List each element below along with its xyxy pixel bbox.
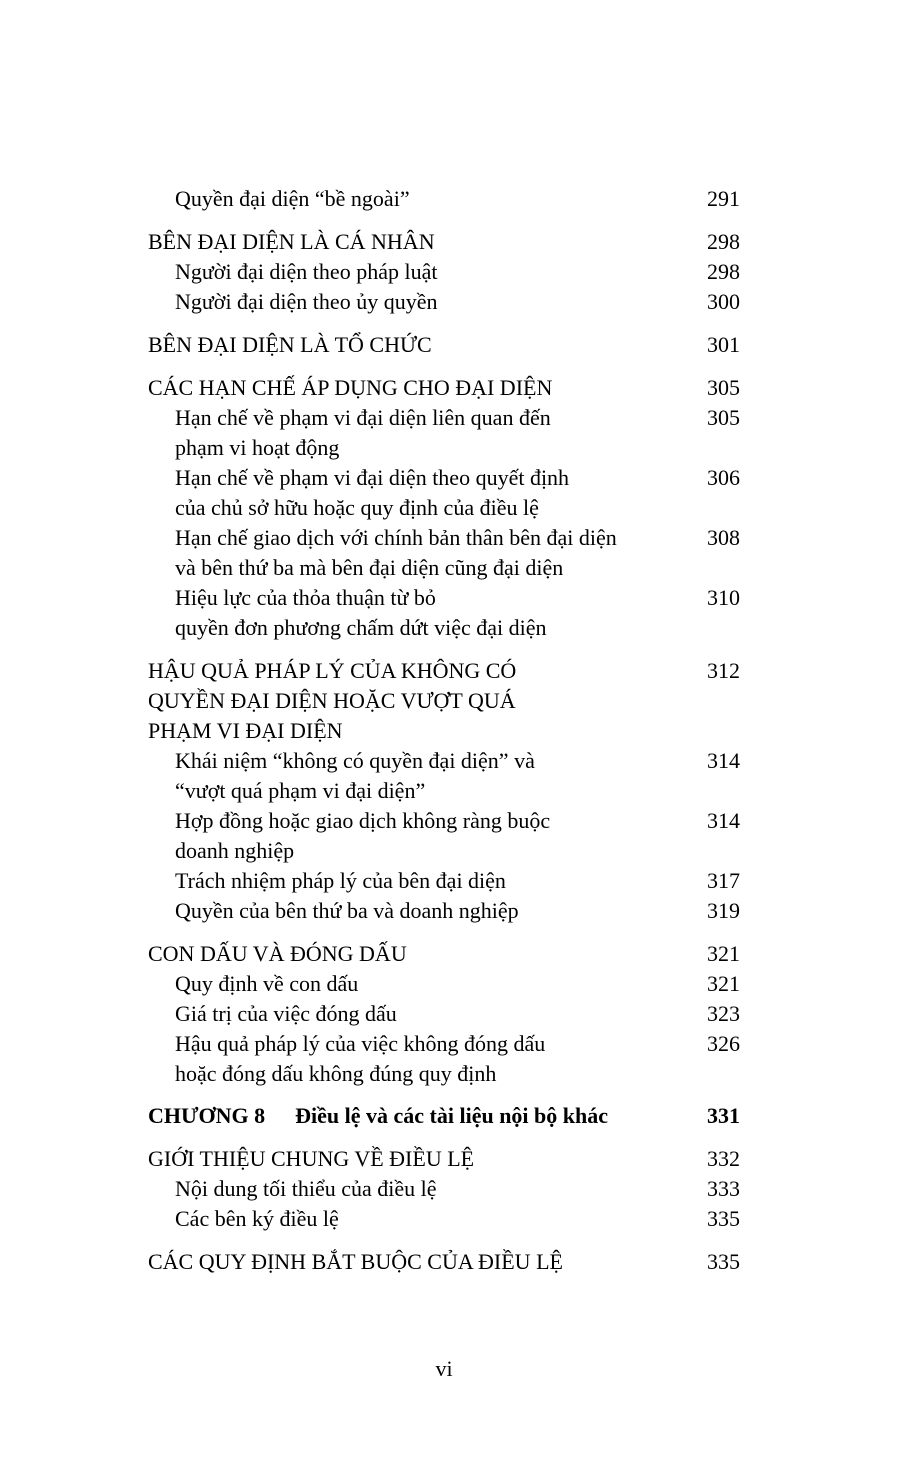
toc-entry-text (148, 1204, 682, 1234)
toc-entry-line: và bên thứ ba mà bên đại diện cũng đại diện (175, 555, 564, 580)
toc-page-number: 321 (707, 971, 740, 996)
toc-entry (148, 184, 740, 214)
toc-entry-line: HẬU QUẢ PHÁP LÝ CỦA KHÔNG CÓ (148, 658, 517, 683)
toc-entry-line: BÊN ĐẠI DIỆN LÀ CÁ NHÂN (148, 229, 435, 254)
toc-entry-line: PHẠM VI ĐẠI DIỆN (148, 718, 343, 743)
footer-page-number: vi (435, 1356, 453, 1381)
toc-page-number: 317 (707, 868, 740, 893)
toc-page-number: 291 (707, 186, 740, 211)
toc-entry-text (148, 287, 682, 317)
toc-page-number: 310 (707, 585, 740, 610)
toc-entry (148, 866, 740, 896)
toc-entry-text (148, 184, 682, 214)
toc-entry-line: quyền đơn phương chấm dứt việc đại diện (175, 615, 547, 640)
toc-page-number: 335 (707, 1249, 740, 1274)
toc-page-number: 323 (707, 1001, 740, 1026)
toc-page-number: 333 (707, 1176, 740, 1201)
toc-entry-line: Nội dung tối thiểu của điều lệ (175, 1176, 437, 1201)
toc-entry-text (148, 227, 682, 257)
toc-entry (148, 896, 740, 926)
toc-entry (148, 656, 740, 746)
table-of-contents (148, 184, 740, 1277)
toc-page-number: 321 (707, 941, 740, 966)
toc-entry-line: Hợp đồng hoặc giao dịch không ràng buộc (175, 808, 551, 833)
toc-entry-line: hoặc đóng dấu không đúng quy định (175, 1061, 497, 1086)
toc-entry (148, 403, 740, 463)
toc-entry (148, 583, 740, 643)
toc-page-number: 301 (707, 332, 740, 357)
toc-entry-line: của chủ sở hữu hoặc quy định của điều lệ (175, 495, 539, 520)
toc-entry-text (148, 463, 682, 523)
toc-entry-text (148, 1029, 682, 1089)
toc-entry-line: CÁC QUY ĐỊNH BẮT BUỘC CỦA ĐIỀU LỆ (148, 1249, 563, 1274)
toc-entry (148, 523, 740, 583)
toc-entry (148, 1174, 740, 1204)
toc-entry-text (148, 969, 682, 999)
toc-entry (148, 227, 740, 257)
toc-entry-text (148, 1174, 682, 1204)
toc-page-number: 306 (707, 465, 740, 490)
toc-entry-line (148, 1101, 682, 1131)
toc-entry-text (148, 746, 682, 806)
toc-entry (148, 999, 740, 1029)
toc-entry-text (148, 806, 682, 866)
toc-entry-line: Hậu quả pháp lý của việc không đóng dấu (175, 1031, 546, 1056)
toc-entry (148, 257, 740, 287)
toc-entry-line: Người đại diện theo ủy quyền (175, 289, 438, 314)
toc-entry (148, 330, 740, 360)
toc-entry (148, 1204, 740, 1234)
toc-entry-line: Quyền đại diện “bề ngoài” (175, 186, 410, 211)
toc-entry-line: “vượt quá phạm vi đại diện” (175, 778, 426, 803)
toc-entry-line: Trách nhiệm pháp lý của bên đại diện (175, 868, 506, 893)
toc-entry-text (148, 1101, 682, 1131)
toc-page-number: 305 (707, 375, 740, 400)
toc-entry-text (148, 403, 682, 463)
toc-entry (148, 287, 740, 317)
toc-entry-line: Khái niệm “không có quyền đại diện” và (175, 748, 535, 773)
toc-entry-line: Giá trị của việc đóng dấu (175, 1001, 397, 1026)
toc-page-number: 300 (707, 289, 740, 314)
toc-entry-text (148, 896, 682, 926)
toc-page-number: 331 (707, 1103, 740, 1128)
toc-entry-text (148, 583, 682, 643)
toc-entry-line: doanh nghiệp (175, 838, 295, 863)
chapter-label: CHƯƠNG 8 (148, 1103, 266, 1128)
toc-page-number: 308 (707, 525, 740, 550)
toc-entry (148, 1247, 740, 1277)
toc-entry (148, 1144, 740, 1174)
toc-page-number: 332 (707, 1146, 740, 1171)
toc-page-number: 314 (707, 808, 740, 833)
toc-entry-text (148, 656, 682, 746)
toc-entry-line: Quy định về con dấu (175, 971, 359, 996)
toc-entry-line: BÊN ĐẠI DIỆN LÀ TỔ CHỨC (148, 332, 432, 357)
toc-entry (148, 969, 740, 999)
toc-entry (148, 806, 740, 866)
toc-entry-line: Người đại diện theo pháp luật (175, 259, 438, 284)
toc-entry-text (148, 257, 682, 287)
toc-entry-line: phạm vi hoạt động (175, 435, 340, 460)
toc-entry-line: Hạn chế giao dịch với chính bản thân bên đại diện (175, 525, 617, 550)
toc-entry (148, 939, 740, 969)
toc-entry-text (148, 373, 682, 403)
toc-entry-line: QUYỀN ĐẠI DIỆN HOẶC VƯỢT QUÁ (148, 688, 516, 713)
toc-entry-text (148, 1144, 682, 1174)
toc-entry (148, 746, 740, 806)
toc-entry-text (148, 866, 682, 896)
toc-entry-line: Hạn chế về phạm vi đại diện theo quyết định (175, 465, 570, 490)
toc-entry-line: Quyền của bên thứ ba và doanh nghiệp (175, 898, 519, 923)
toc-page-number: 314 (707, 748, 740, 773)
toc-entry-chapter (148, 1101, 740, 1131)
toc-entry-text (148, 999, 682, 1029)
toc-entry-text (148, 1247, 682, 1277)
toc-page-number: 319 (707, 898, 740, 923)
toc-entry (148, 373, 740, 403)
toc-page-number: 326 (707, 1031, 740, 1056)
toc-entry-text (148, 330, 682, 360)
toc-entry-line: Hạn chế về phạm vi đại diện liên quan đến (175, 405, 551, 430)
toc-page-number: 312 (707, 658, 740, 683)
toc-page-number: 335 (707, 1206, 740, 1231)
toc-entry-line: CÁC HẠN CHẾ ÁP DỤNG CHO ĐẠI DIỆN (148, 375, 553, 400)
toc-page-number: 298 (707, 229, 740, 254)
toc-page-number: 298 (707, 259, 740, 284)
toc-entry-line: Hiệu lực của thỏa thuận từ bỏ (175, 585, 436, 610)
toc-entry (148, 1029, 740, 1089)
toc-entry-line: Các bên ký điều lệ (175, 1206, 339, 1231)
toc-entry-line: GIỚI THIỆU CHUNG VỀ ĐIỀU LỆ (148, 1146, 475, 1171)
toc-entry-line: CON DẤU VÀ ĐÓNG DẤU (148, 941, 407, 966)
toc-page-number: 305 (707, 405, 740, 430)
toc-entry (148, 463, 740, 523)
chapter-title: Điều lệ và các tài liệu nội bộ khác (295, 1103, 609, 1128)
toc-entry-text (148, 939, 682, 969)
toc-entry-text (148, 523, 682, 583)
